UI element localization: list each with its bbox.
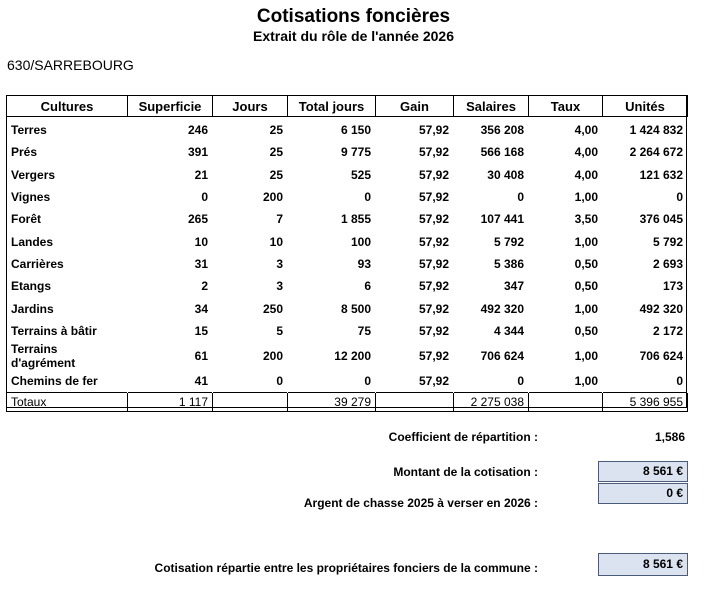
totals-row <box>7 393 688 412</box>
table-cell: 57,92 <box>418 212 449 227</box>
table-cell: 121 632 <box>639 167 683 182</box>
column-header: Total jours <box>288 96 376 117</box>
table-cell: Forêt <box>11 212 41 227</box>
table-cell: 3 <box>276 279 283 294</box>
table-cell: 21 <box>194 167 208 182</box>
table-cell: 57,92 <box>418 279 449 294</box>
table-cell: 3 <box>276 256 283 271</box>
table-cell: 4,00 <box>574 123 598 138</box>
table-cell: 1,00 <box>574 190 598 205</box>
chasse-value-box: 0 € <box>598 483 688 504</box>
table-cell: 93 <box>357 256 371 271</box>
totals-taux-empty <box>529 393 603 412</box>
montant-label: Montant de la cotisation : <box>393 465 538 479</box>
table-cell: 57,92 <box>418 167 449 182</box>
document-title: Cotisations foncières <box>256 6 451 27</box>
table-cell: 3,50 <box>574 212 598 227</box>
table-cell: 2 <box>201 279 208 294</box>
table-row <box>7 297 688 319</box>
table-cell: 57,92 <box>418 374 449 389</box>
coefficient-label: Coefficient de répartition : <box>388 430 538 444</box>
table-cell: Etangs <box>11 279 52 294</box>
table-row <box>7 141 688 163</box>
table-cell: 1,00 <box>574 348 598 363</box>
table-cell: 356 208 <box>480 123 524 138</box>
table-cell: 57,92 <box>418 145 449 160</box>
table-cell: 100 <box>350 234 371 249</box>
column-header: Superficie <box>128 96 213 117</box>
table-cell: 0,50 <box>574 256 598 271</box>
table-cell: 57,92 <box>418 348 449 363</box>
table-cell: 41 <box>194 374 208 389</box>
table-cell: 4,00 <box>574 167 598 182</box>
table-cell: 391 <box>187 145 208 160</box>
table-cell: 75 <box>357 323 371 338</box>
table-cell: 57,92 <box>418 323 449 338</box>
totals-unites: 5 396 955 <box>603 393 688 412</box>
table-cell: 0 <box>364 190 371 205</box>
montant-value-box: 8 561 € <box>598 461 688 482</box>
table-cell: 25 <box>269 167 283 182</box>
table-cell: 12 200 <box>334 348 371 363</box>
table-cell: 15 <box>194 323 208 338</box>
totals-total-jours: 39 279 <box>288 393 376 412</box>
table-cell: 2 693 <box>652 256 683 271</box>
table-cell: 0 <box>676 374 683 389</box>
table-cell: 566 168 <box>480 145 524 160</box>
table-cell: Chemins de fer <box>11 374 98 389</box>
table-cell: 10 <box>269 234 283 249</box>
table-cell: 706 624 <box>480 348 524 363</box>
table-cell: 0 <box>517 374 524 389</box>
totals-salaires: 2 275 038 <box>454 393 529 412</box>
table-cell: 34 <box>194 301 208 316</box>
table-cell: 525 <box>350 167 371 182</box>
table-cell: 6 <box>364 279 371 294</box>
table-cell: 376 045 <box>639 212 683 227</box>
table-cell: 0,50 <box>574 279 598 294</box>
table-cell: 9 775 <box>340 145 371 160</box>
table-cell: 7 <box>276 212 283 227</box>
table-cell: 1 855 <box>340 212 371 227</box>
table-cell: 0,50 <box>574 323 598 338</box>
table-cell: Terrains d'agrément <box>11 341 76 370</box>
table-row <box>7 117 688 142</box>
table-cell: 0 <box>276 374 283 389</box>
table-cell: 0 <box>201 190 208 205</box>
table-cell: 57,92 <box>418 301 449 316</box>
table-cell: Carrières <box>11 256 64 271</box>
table-row <box>7 230 688 252</box>
table-row <box>7 370 688 393</box>
table-row <box>7 275 688 297</box>
column-header: Gain <box>376 96 454 117</box>
column-header: Unités <box>603 96 688 117</box>
table-row <box>7 164 688 186</box>
table-cell: 1 424 832 <box>629 123 683 138</box>
table-cell: 30 408 <box>487 167 524 182</box>
table-row <box>7 342 688 370</box>
table-cell: 25 <box>269 145 283 160</box>
table-cell: 5 792 <box>493 234 524 249</box>
repartie-value-box: 8 561 € <box>598 553 688 576</box>
table-cell: Jardins <box>11 301 54 316</box>
table-row <box>7 208 688 230</box>
repartie-label: Cotisation répartie entre les propriétaires fonciers de la commune : <box>154 561 538 575</box>
table-cell: 4 344 <box>493 323 524 338</box>
table-cell: 200 <box>262 190 283 205</box>
totals-gain-empty <box>376 393 454 412</box>
table-cell: 5 386 <box>493 256 524 271</box>
cotisation-table <box>6 95 688 412</box>
table-cell: 10 <box>194 234 208 249</box>
document-subtitle: Extrait du rôle de l'année 2026 <box>253 28 454 44</box>
table-cell: 31 <box>194 256 208 271</box>
table-cell: 0 <box>676 190 683 205</box>
column-header: Cultures <box>7 96 128 117</box>
table-cell: 246 <box>187 123 208 138</box>
table-cell: 5 792 <box>652 234 683 249</box>
table-cell: 8 500 <box>340 301 371 316</box>
column-header: Jours <box>213 96 288 117</box>
table-cell: Vignes <box>11 190 51 205</box>
table-cell: Landes <box>11 234 54 249</box>
table-cell: 0 <box>517 190 524 205</box>
table-cell: 107 441 <box>480 212 524 227</box>
table-row <box>7 253 688 275</box>
table-cell: Terres <box>11 123 47 138</box>
table-cell: 0 <box>364 374 371 389</box>
table-cell: 492 320 <box>639 301 683 316</box>
table-row <box>7 320 688 342</box>
chasse-label: Argent de chasse 2025 à verser en 2026 : <box>303 496 538 510</box>
table-cell: 2 264 672 <box>629 145 683 160</box>
table-cell: 1,00 <box>574 234 598 249</box>
table-cell: Terrains à bâtir <box>11 323 97 338</box>
table-cell: 61 <box>194 348 208 363</box>
table-cell: 6 150 <box>340 123 371 138</box>
table-cell: 4,00 <box>574 145 598 160</box>
column-header: Salaires <box>454 96 529 117</box>
table-cell: 2 172 <box>652 323 683 338</box>
table-cell: 265 <box>187 212 208 227</box>
table-cell: 25 <box>269 123 283 138</box>
totals-label: Totaux <box>7 393 128 412</box>
table-cell: 5 <box>276 323 283 338</box>
totals-jours-empty <box>213 393 288 412</box>
table-cell: 1,00 <box>574 301 598 316</box>
table-cell: 1,00 <box>574 374 598 389</box>
table-row <box>7 186 688 208</box>
coefficient-value: 1,586 <box>654 430 685 444</box>
table-cell: 347 <box>503 279 524 294</box>
table-cell: 200 <box>262 348 283 363</box>
table-cell: 57,92 <box>418 190 449 205</box>
totals-superficie: 1 117 <box>128 393 213 412</box>
table-cell: 706 624 <box>639 348 683 363</box>
table-cell: Vergers <box>11 167 56 182</box>
table-header-row <box>7 96 688 117</box>
commune-name: 630/SARREBOURG <box>7 57 134 73</box>
table-cell: 250 <box>262 301 283 316</box>
table-cell: 492 320 <box>480 301 524 316</box>
table-cell: 173 <box>662 279 683 294</box>
table-cell: 57,92 <box>418 123 449 138</box>
table-cell: Prés <box>11 145 38 160</box>
column-header: Taux <box>529 96 603 117</box>
table-cell: 57,92 <box>418 234 449 249</box>
table-cell: 57,92 <box>418 256 449 271</box>
